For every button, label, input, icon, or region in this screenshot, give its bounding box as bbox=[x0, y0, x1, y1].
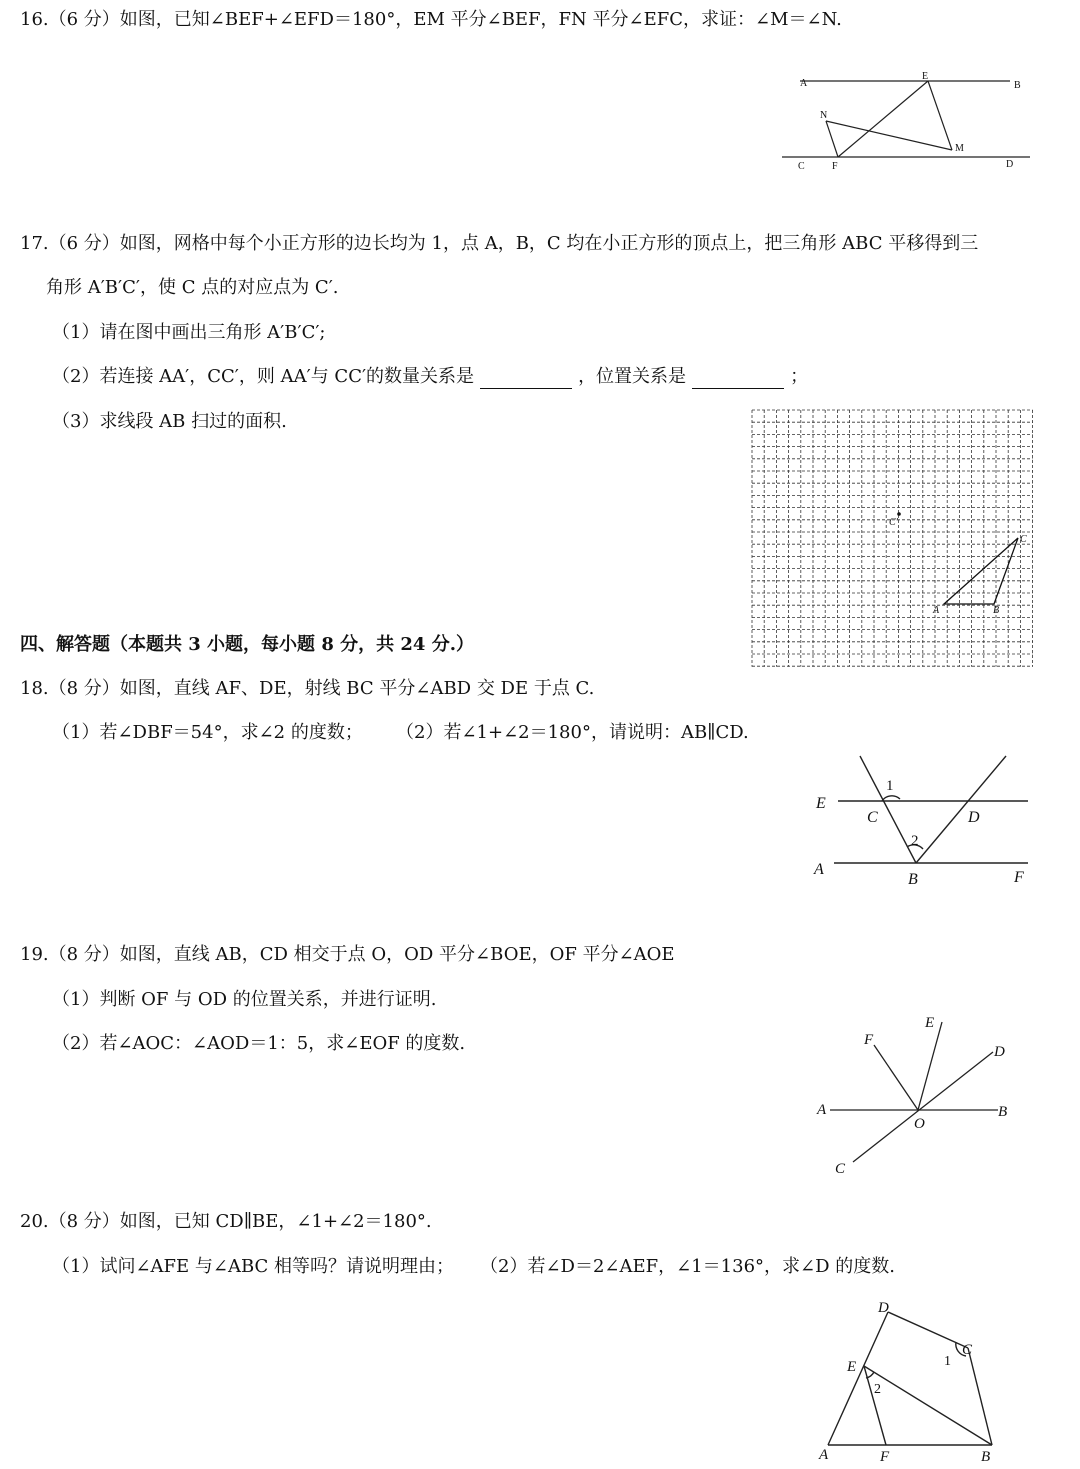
q20-label-angle1: 1 bbox=[944, 1354, 951, 1369]
q17-part3: （3）求线段 AB 扫过的面积. bbox=[52, 411, 287, 432]
q19-label-d: D bbox=[994, 1044, 1005, 1060]
q19-label-f: F bbox=[864, 1032, 874, 1048]
section4-heading: 四、解答题（本题共 3 小题，每小题 8 分，共 24 分.） bbox=[20, 634, 474, 655]
q16-segment-fn bbox=[826, 121, 838, 157]
q16-label-a: A bbox=[800, 78, 808, 89]
q20-stem: 20.（8 分）如图，已知 CD∥BE，∠1+∠2＝180°. bbox=[20, 1211, 432, 1232]
q18-label-c: C bbox=[867, 809, 878, 826]
q17-part1: （1）请在图中画出三角形 A′B′C′; bbox=[52, 322, 326, 343]
q16-label-b: B bbox=[1014, 80, 1021, 91]
q19-figure bbox=[810, 1010, 1040, 1180]
q16-segment-em bbox=[928, 81, 952, 150]
q18-label-angle1: 1 bbox=[886, 778, 894, 794]
q17-label-a: A bbox=[933, 605, 940, 616]
q17-triangle-abc bbox=[944, 538, 1018, 604]
q19-line-cd bbox=[853, 1052, 993, 1162]
q16-label-c: C bbox=[798, 161, 805, 172]
q18-label-b: B bbox=[908, 871, 918, 888]
q20-label-d: D bbox=[878, 1300, 889, 1316]
q20-part1: （1）试问∠AFE 与∠ABC 相等吗？请说明理由； bbox=[52, 1256, 455, 1277]
q19-ray-of bbox=[874, 1045, 918, 1110]
q19-label-e: E bbox=[925, 1015, 935, 1031]
q18-angle1-arc bbox=[882, 796, 900, 801]
q18-label-e: E bbox=[816, 795, 826, 812]
q20-label-c: C bbox=[962, 1342, 973, 1358]
q16-label-n: N bbox=[820, 110, 828, 121]
q20-segment-da bbox=[828, 1312, 888, 1445]
q20-label-angle2: 2 bbox=[874, 1382, 881, 1397]
q17-part2-suffix: ； bbox=[790, 366, 809, 387]
q17-label-c-prime: C′ bbox=[889, 517, 898, 528]
q17-stem-line2: 角形 A′B′C′，使 C 点的对应点为 C′. bbox=[46, 277, 339, 298]
q19-part1: （1）判断 OF 与 OD 的位置关系，并进行证明. bbox=[52, 989, 437, 1010]
q16-label-f: F bbox=[832, 161, 838, 172]
q18-figure bbox=[810, 752, 1040, 892]
q18-part1: （1）若∠DBF＝54°，求∠2 的度数； bbox=[52, 722, 363, 743]
q17-label-b: B bbox=[993, 605, 1000, 616]
q20-label-e: E bbox=[847, 1359, 857, 1375]
q16-segment-nm bbox=[826, 121, 952, 150]
q17-answer-blank-quantity[interactable] bbox=[480, 370, 572, 389]
q20-label-a: A bbox=[819, 1447, 829, 1463]
q19-stem: 19.（8 分）如图，直线 AB，CD 相交于点 O，OD 平分∠BOE，OF 平分∠AOE bbox=[20, 944, 675, 965]
q20-part2: （2）若∠D＝2∠AEF，∠1＝136°，求∠D 的度数. bbox=[480, 1256, 895, 1277]
q18-part2: （2）若∠1+∠2＝180°，请说明：AB∥CD. bbox=[396, 722, 749, 743]
q17-grid-figure bbox=[750, 408, 1040, 668]
q20-figure bbox=[810, 1298, 1010, 1463]
q16-label-m: M bbox=[955, 143, 964, 154]
q17-answer-blank-position[interactable] bbox=[692, 370, 784, 389]
q19-label-a: A bbox=[817, 1102, 827, 1118]
q20-label-b: B bbox=[981, 1449, 991, 1465]
q18-label-d: D bbox=[968, 809, 980, 826]
q17-label-c: C bbox=[1020, 534, 1027, 545]
q19-ray-oe bbox=[918, 1022, 942, 1110]
q17-part2 bbox=[52, 365, 808, 389]
q17-part2-middle: ，位置关系是 bbox=[578, 366, 687, 387]
q18-label-a: A bbox=[814, 861, 824, 878]
q17-part2-prefix: （2）若连接 AA′，CC′，则 AA′与 CC′的数量关系是 bbox=[52, 366, 475, 387]
q18-label-angle2: 2 bbox=[911, 833, 919, 849]
q18-ray-bd bbox=[916, 756, 1006, 863]
q19-label-o: O bbox=[914, 1116, 925, 1132]
q20-label-f: F bbox=[880, 1449, 890, 1465]
q18-label-f: F bbox=[1014, 869, 1024, 886]
q19-part2: （2）若∠AOC：∠AOD＝1：5，求∠EOF 的度数. bbox=[52, 1033, 466, 1054]
q17-point-c-prime bbox=[897, 512, 901, 516]
q19-label-c: C bbox=[835, 1161, 846, 1177]
q19-label-b: B bbox=[998, 1104, 1008, 1120]
q16-stem: 16.（6 分）如图，已知∠BEF+∠EFD＝180°，EM 平分∠BEF，FN 平分∠EFC，求证：∠M＝∠N. bbox=[20, 9, 842, 30]
q16-figure bbox=[780, 68, 1040, 178]
q16-label-d: D bbox=[1006, 159, 1014, 170]
q16-segment-ef bbox=[838, 81, 928, 157]
q17-stem-line1: 17.（6 分）如图，网格中每个小正方形的边长均为 1，点 A，B，C 均在小正方形的顶点上，把三角形 ABC 平移得到三 bbox=[20, 233, 979, 254]
q16-label-e: E bbox=[922, 71, 929, 82]
q20-segment-cb bbox=[968, 1348, 992, 1445]
q18-stem: 18.（8 分）如图，直线 AF、DE，射线 BC 平分∠ABD 交 DE 于点 C. bbox=[20, 678, 595, 699]
